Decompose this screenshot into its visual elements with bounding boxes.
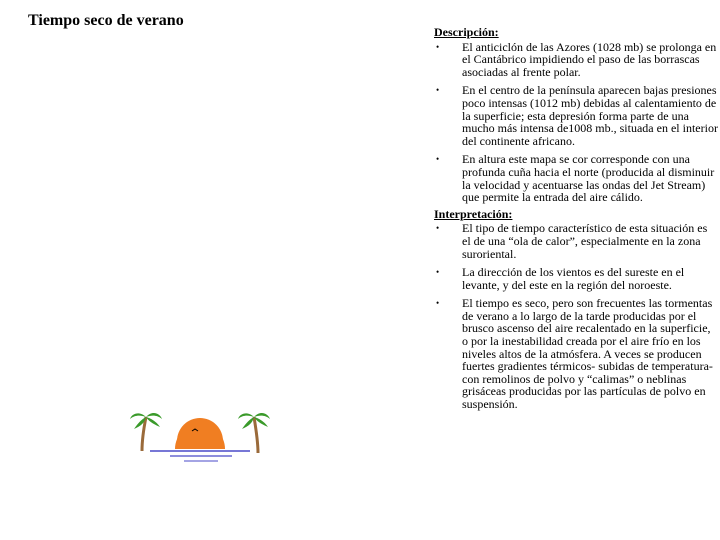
palm-tree-icon [238,413,270,453]
list-item: • El tipo de tiempo característico de esta situación es el de una “ola de calor”, especialmente en la zona suroriental. [434,222,718,260]
beach-sunset-clipart [120,405,280,467]
descripcion-list [434,41,718,204]
sun-icon [175,418,225,449]
list-item: • La dirección de los vientos es del sureste en el levante, y del este en la región del noroeste. [434,266,718,291]
list-item: • En el centro de la península aparecen bajas presiones poco intensas (1012 mb) debidas al calentamiento de la superficie; esta depresión forma parte de una mucho más intensa de1008 mb., situada en el interior del continente africano. [434,84,718,147]
slide-title: Tiempo seco de verano [28,12,184,29]
list-item: • El anticiclón de las Azores (1028 mb) se prolonga en el Cantábrico impidiendo el paso de las borrascas asociadas al frente polar. [434,41,718,79]
interpretacion-heading: Interpretación: [434,206,513,221]
list-item: • En altura este mapa se cor corresponde con una profunda cuña hacia el norte (producida al disminuir la velocidad y acentuarse las ondas del Jet Stream) que permite la entrada del aire cálido. [434,153,718,203]
list-item: • El tiempo es seco, pero son frecuentes las tormentas de verano a lo largo de la tarde producidas por el brusco ascenso del aire recalentado en la superficie, o por la inestabilidad creada por el aire frío en los niveles altos de la atmósfera. A veces se producen fuertes gradientes térmicos- subidas de temperatura- con remolinos de polvo y “calimas” o neblinas grisáceas producidas por las partículas de polvo en suspensión. [434,297,718,410]
water-icon [150,451,250,461]
text-column [434,26,718,411]
descripcion-heading: Descripción: [434,25,499,39]
palm-tree-icon [130,413,162,451]
interpretacion-list [434,222,718,410]
